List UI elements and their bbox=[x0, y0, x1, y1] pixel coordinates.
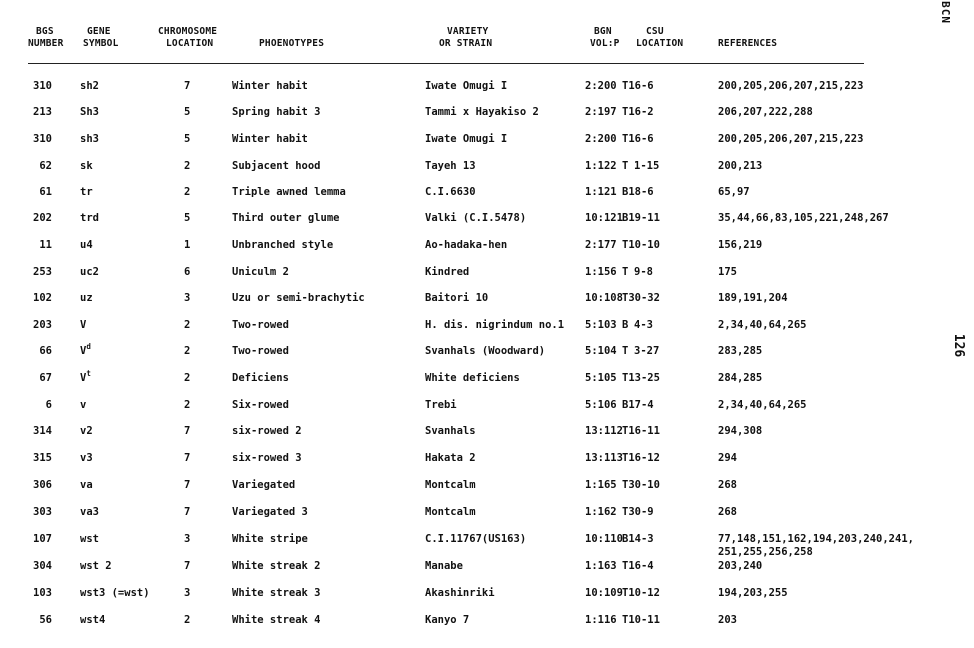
references-line: 2,34,40,64,265 bbox=[718, 319, 807, 331]
references-cell bbox=[718, 266, 737, 279]
table-row bbox=[0, 587, 974, 613]
table-row bbox=[0, 292, 974, 318]
references-cell bbox=[718, 560, 762, 573]
references-cell bbox=[718, 452, 737, 465]
chromosome-cell: 2 bbox=[184, 614, 191, 626]
gene-symbol-cell bbox=[80, 133, 99, 146]
references-line: 268 bbox=[718, 479, 737, 491]
header-phenotypes: PHOENOTYPES bbox=[259, 38, 325, 49]
bgs-number-cell: 310 bbox=[33, 133, 52, 145]
variety-cell: Ao-hadaka-hen bbox=[425, 239, 508, 251]
references-cell bbox=[718, 533, 914, 559]
csu-location-cell: T16-4 bbox=[622, 560, 654, 572]
bgn-vol-page-cell: 10:121 bbox=[585, 212, 623, 224]
bgs-number-cell: 310 bbox=[33, 80, 52, 92]
csu-location-cell: B18-6 bbox=[622, 186, 654, 198]
chromosome-cell: 3 bbox=[184, 587, 191, 599]
references-line: 194,203,255 bbox=[718, 587, 788, 599]
bgs-number-cell: 67 bbox=[39, 372, 52, 384]
references-line: 156,219 bbox=[718, 239, 763, 251]
chromosome-cell: 5 bbox=[184, 133, 191, 145]
variety-cell: White deficiens bbox=[425, 372, 520, 384]
gene-symbol-cell bbox=[80, 80, 99, 93]
csu-prefix: T bbox=[622, 160, 629, 172]
bgs-number-cell: 66 bbox=[39, 345, 52, 357]
chromosome-cell: 7 bbox=[184, 452, 191, 464]
variety-cell: Tayeh 13 bbox=[425, 160, 476, 172]
variety-cell: Montcalm bbox=[425, 479, 476, 491]
phenotype-cell: Unbranched style bbox=[232, 239, 334, 251]
table-row bbox=[0, 399, 974, 425]
references-cell bbox=[718, 425, 762, 438]
header-gene-symbol-line2: SYMBOL bbox=[83, 38, 119, 49]
references-cell bbox=[718, 80, 863, 93]
bgn-vol-page-cell: 1:163 bbox=[585, 560, 617, 572]
variety-cell: Svanhals bbox=[425, 425, 476, 437]
references-cell bbox=[718, 239, 762, 252]
variety-cell: H. dis. nigrindum no.1 bbox=[425, 319, 565, 331]
csu-location-cell: T16-11 bbox=[622, 425, 660, 437]
chromosome-cell: 3 bbox=[184, 292, 191, 304]
bgs-number-cell: 11 bbox=[39, 239, 52, 251]
gene-symbol-text: uz bbox=[80, 292, 93, 304]
variety-cell: Manabe bbox=[425, 560, 463, 572]
gene-symbol-cell bbox=[80, 425, 93, 438]
variety-cell: Montcalm bbox=[425, 506, 476, 518]
csu-location-cell: T10-10 bbox=[622, 239, 660, 251]
references-cell bbox=[718, 319, 807, 332]
gene-symbol-cell bbox=[80, 533, 99, 546]
gene-symbol-text: va3 bbox=[80, 506, 99, 518]
gene-symbol-text: u4 bbox=[80, 239, 93, 251]
csu-prefix: T bbox=[622, 266, 629, 278]
chromosome-cell: 2 bbox=[184, 186, 191, 198]
gene-symbol-text: V bbox=[80, 345, 87, 357]
table-row bbox=[0, 506, 974, 532]
variety-cell: Hakata 2 bbox=[425, 452, 476, 464]
chromosome-cell: 6 bbox=[184, 266, 191, 278]
csu-location-cell bbox=[622, 160, 659, 173]
bgs-number-cell: 202 bbox=[33, 212, 52, 224]
header-references: REFERENCES bbox=[718, 38, 778, 49]
header-bgn-line1: BGN bbox=[594, 26, 612, 37]
csu-location-cell bbox=[622, 319, 653, 332]
gene-symbol-text: sk bbox=[80, 160, 93, 172]
header-bgn bbox=[590, 26, 620, 50]
bgn-vol-page-cell: 2:197 bbox=[585, 106, 617, 118]
chromosome-cell: 1 bbox=[184, 239, 191, 251]
chromosome-cell: 2 bbox=[184, 399, 191, 411]
chromosome-cell: 7 bbox=[184, 425, 191, 437]
bgs-number-cell: 213 bbox=[33, 106, 52, 118]
bgs-number-cell: 56 bbox=[39, 614, 52, 626]
header-variety-line1: VARIETY bbox=[447, 26, 489, 37]
bgn-vol-page-cell: 5:103 bbox=[585, 319, 617, 331]
table-row bbox=[0, 266, 974, 292]
variety-cell: Valki (C.I.5478) bbox=[425, 212, 527, 224]
page-number: 126 bbox=[950, 333, 966, 358]
phenotype-cell: Triple awned lemma bbox=[232, 186, 346, 198]
gene-symbol-text: wst4 bbox=[80, 614, 106, 626]
variety-cell: C.I.6630 bbox=[425, 186, 476, 198]
phenotype-cell: Uzu or semi-brachytic bbox=[232, 292, 365, 304]
references-cell bbox=[718, 160, 762, 173]
phenotype-cell: Variegated bbox=[232, 479, 296, 491]
gene-symbol-cell bbox=[80, 368, 91, 385]
header-chromosome-location bbox=[158, 26, 217, 50]
references-cell bbox=[718, 372, 762, 385]
bgn-vol-page-cell: 13:112 bbox=[585, 425, 623, 437]
table-row bbox=[0, 368, 974, 398]
gene-symbol-text: va bbox=[80, 479, 93, 491]
variety-cell: Iwate Omugi I bbox=[425, 133, 508, 145]
references-line: 294 bbox=[718, 452, 737, 464]
bgn-vol-page-cell: 13:113 bbox=[585, 452, 623, 464]
gene-symbol-text: trd bbox=[80, 212, 99, 224]
header-gene-symbol-line1: GENE bbox=[87, 26, 111, 37]
gene-symbol-cell bbox=[80, 479, 93, 492]
header-gene-symbol bbox=[83, 26, 119, 50]
phenotype-cell: Deficiens bbox=[232, 372, 289, 384]
bgs-number-cell: 62 bbox=[39, 160, 52, 172]
bgs-number-cell: 203 bbox=[33, 319, 52, 331]
gene-symbol-cell bbox=[80, 186, 93, 199]
variety-cell: Tammi x Hayakiso 2 bbox=[425, 106, 539, 118]
variety-cell: Baitori 10 bbox=[425, 292, 489, 304]
bgs-number-cell: 303 bbox=[33, 506, 52, 518]
header-bgs-number-line2: NUMBER bbox=[28, 38, 64, 49]
references-cell bbox=[718, 479, 737, 492]
csu-prefix: B bbox=[622, 319, 629, 331]
gene-symbol-cell bbox=[80, 292, 93, 305]
csu-location-cell bbox=[622, 266, 653, 279]
bgn-vol-page-cell: 1:165 bbox=[585, 479, 617, 491]
variety-cell: Svanhals (Woodward) bbox=[425, 345, 546, 357]
gene-symbol-cell bbox=[80, 239, 93, 252]
gene-symbol-text: v2 bbox=[80, 425, 93, 437]
csu-code: 1-15 bbox=[634, 160, 660, 172]
header-bgs-number-line1: BGS bbox=[36, 26, 54, 37]
bgn-vol-page-cell: 5:106 bbox=[585, 399, 617, 411]
references-line: 200,205,206,207,215,223 bbox=[718, 80, 864, 92]
gene-symbol-text: uc2 bbox=[80, 266, 99, 278]
header-rule bbox=[28, 63, 864, 64]
side-label: BCN bbox=[939, 1, 952, 24]
bgs-number-cell: 61 bbox=[39, 186, 52, 198]
header-chromosome-line1: CHROMOSOME bbox=[158, 26, 218, 37]
gene-symbol-cell bbox=[80, 266, 99, 279]
bgn-vol-page-cell: 10:108 bbox=[585, 292, 623, 304]
references-line: 200,213 bbox=[718, 160, 763, 172]
table-row bbox=[0, 106, 974, 132]
gene-symbol-text: V bbox=[80, 319, 87, 331]
bgn-vol-page-cell: 1:121 bbox=[585, 186, 617, 198]
csu-location-cell: B17-4 bbox=[622, 399, 654, 411]
csu-location-cell: B19-11 bbox=[622, 212, 660, 224]
table-row bbox=[0, 533, 974, 559]
header-bgn-line2: VOL:P bbox=[590, 38, 620, 49]
csu-location-cell: T10-12 bbox=[622, 587, 660, 599]
phenotype-cell: Six-rowed bbox=[232, 399, 289, 411]
phenotype-cell: White streak 2 bbox=[232, 560, 321, 572]
chromosome-cell: 2 bbox=[184, 160, 191, 172]
references-cell bbox=[718, 133, 863, 146]
references-cell bbox=[718, 587, 788, 600]
chromosome-cell: 7 bbox=[184, 560, 191, 572]
header-chromosome-line2: LOCATION bbox=[166, 38, 214, 49]
phenotype-cell: Variegated 3 bbox=[232, 506, 308, 518]
gene-symbol-cell bbox=[80, 452, 93, 465]
header-bgs-number bbox=[28, 26, 64, 50]
bgs-number-cell: 6 bbox=[45, 399, 52, 411]
gene-symbol-cell bbox=[80, 319, 86, 332]
references-line: 283,285 bbox=[718, 345, 763, 357]
gene-symbol-text: v bbox=[80, 399, 87, 411]
gene-symbol-text: wst3 (=wst) bbox=[80, 587, 150, 599]
gene-symbol-cell bbox=[80, 614, 105, 627]
bgn-vol-page-cell: 1:122 bbox=[585, 160, 617, 172]
csu-location-cell: T16-6 bbox=[622, 80, 654, 92]
csu-location-cell: T16-6 bbox=[622, 133, 654, 145]
phenotype-cell: Uniculm 2 bbox=[232, 266, 289, 278]
variety-cell: Kanyo 7 bbox=[425, 614, 470, 626]
gene-symbol-text: wst bbox=[80, 533, 99, 545]
references-cell bbox=[718, 186, 750, 199]
phenotype-cell: White streak 3 bbox=[232, 587, 321, 599]
chromosome-cell: 7 bbox=[184, 479, 191, 491]
bgn-vol-page-cell: 2:200 bbox=[585, 80, 617, 92]
csu-location-cell: T10-11 bbox=[622, 614, 660, 626]
phenotype-cell: Winter habit bbox=[232, 80, 308, 92]
references-cell bbox=[718, 614, 737, 627]
header-csu bbox=[636, 26, 683, 50]
csu-code: 4-3 bbox=[634, 319, 653, 331]
table-row bbox=[0, 160, 974, 186]
variety-cell: Kindred bbox=[425, 266, 470, 278]
csu-location-cell: T13-25 bbox=[622, 372, 660, 384]
chromosome-cell: 5 bbox=[184, 212, 191, 224]
bgs-number-cell: 306 bbox=[33, 479, 52, 491]
csu-code: 3-27 bbox=[634, 345, 660, 357]
table-row bbox=[0, 341, 974, 371]
gene-symbol-text: sh2 bbox=[80, 80, 99, 92]
references-line: 294,308 bbox=[718, 425, 763, 437]
chromosome-cell: 7 bbox=[184, 80, 191, 92]
references-line: 189,191,204 bbox=[718, 292, 788, 304]
references-line: 175 bbox=[718, 266, 737, 278]
gene-symbol-text: wst 2 bbox=[80, 560, 112, 572]
bgn-vol-page-cell: 10:109 bbox=[585, 587, 623, 599]
bgs-number-cell: 304 bbox=[33, 560, 52, 572]
gene-symbol-superscript: t bbox=[86, 368, 91, 378]
chromosome-cell: 3 bbox=[184, 533, 191, 545]
csu-location-cell: B14-3 bbox=[622, 533, 654, 545]
table-row bbox=[0, 479, 974, 505]
table-row bbox=[0, 186, 974, 212]
gene-symbol-text: sh3 bbox=[80, 133, 99, 145]
csu-code: 9-8 bbox=[634, 266, 653, 278]
references-cell bbox=[718, 106, 813, 119]
phenotype-cell: six-rowed 3 bbox=[232, 452, 302, 464]
gene-symbol-cell bbox=[80, 212, 99, 225]
phenotype-cell: Spring habit 3 bbox=[232, 106, 321, 118]
csu-location-cell: T30-9 bbox=[622, 506, 654, 518]
gene-symbol-superscript: d bbox=[86, 341, 91, 351]
phenotype-cell: six-rowed 2 bbox=[232, 425, 302, 437]
bgs-number-cell: 315 bbox=[33, 452, 52, 464]
gene-symbol-cell bbox=[80, 160, 93, 173]
phenotype-cell: Subjacent hood bbox=[232, 160, 321, 172]
variety-cell: Akashinriki bbox=[425, 587, 495, 599]
csu-location-cell: T16-12 bbox=[622, 452, 660, 464]
gene-symbol-text: Sh3 bbox=[80, 106, 99, 118]
table-row bbox=[0, 452, 974, 478]
gene-symbol-text: v3 bbox=[80, 452, 93, 464]
table-row bbox=[0, 425, 974, 451]
bgn-vol-page-cell: 5:105 bbox=[585, 372, 617, 384]
table-row bbox=[0, 133, 974, 159]
bgn-vol-page-cell: 1:156 bbox=[585, 266, 617, 278]
gene-symbol-cell bbox=[80, 560, 112, 573]
table-row bbox=[0, 80, 974, 106]
gene-symbol-cell bbox=[80, 341, 91, 358]
header-variety bbox=[439, 26, 492, 50]
references-line: 200,205,206,207,215,223 bbox=[718, 133, 864, 145]
phenotype-cell: Third outer glume bbox=[232, 212, 340, 224]
phenotype-cell: Two-rowed bbox=[232, 345, 289, 357]
references-line: 251,255,256,258 bbox=[718, 546, 813, 558]
phenotype-cell: White streak 4 bbox=[232, 614, 321, 626]
bgs-number-cell: 314 bbox=[33, 425, 52, 437]
variety-cell: Trebi bbox=[425, 399, 457, 411]
bgs-number-cell: 107 bbox=[33, 533, 52, 545]
bgs-number-cell: 102 bbox=[33, 292, 52, 304]
bgn-vol-page-cell: 5:104 bbox=[585, 345, 617, 357]
phenotype-cell: Winter habit bbox=[232, 133, 308, 145]
phenotype-cell: White stripe bbox=[232, 533, 308, 545]
references-line: 268 bbox=[718, 506, 737, 518]
table-row bbox=[0, 239, 974, 265]
bgn-vol-page-cell: 2:177 bbox=[585, 239, 617, 251]
references-cell bbox=[718, 292, 788, 305]
table-row bbox=[0, 614, 974, 640]
gene-symbol-cell bbox=[80, 106, 99, 119]
bgs-number-cell: 253 bbox=[33, 266, 52, 278]
table-row bbox=[0, 319, 974, 345]
csu-prefix: T bbox=[622, 345, 629, 357]
gene-symbol-cell bbox=[80, 587, 150, 600]
references-cell bbox=[718, 212, 889, 225]
csu-location-cell bbox=[622, 345, 659, 358]
bgn-vol-page-cell: 1:116 bbox=[585, 614, 617, 626]
references-line: 203 bbox=[718, 614, 737, 626]
references-line: 2,34,40,64,265 bbox=[718, 399, 807, 411]
phenotype-cell: Two-rowed bbox=[232, 319, 289, 331]
table-row bbox=[0, 560, 974, 586]
references-line: 284,285 bbox=[718, 372, 763, 384]
header-csu-line1: CSU bbox=[646, 26, 664, 37]
variety-cell: C.I.11767(US163) bbox=[425, 533, 527, 545]
gene-symbol-cell bbox=[80, 399, 86, 412]
gene-symbol-text: V bbox=[80, 372, 87, 384]
chromosome-cell: 5 bbox=[184, 106, 191, 118]
table-row bbox=[0, 212, 974, 238]
csu-location-cell: T16-2 bbox=[622, 106, 654, 118]
variety-cell: Iwate Omugi I bbox=[425, 80, 508, 92]
references-line: 65,97 bbox=[718, 186, 750, 198]
bgn-vol-page-cell: 10:110 bbox=[585, 533, 623, 545]
bgs-number-cell: 103 bbox=[33, 587, 52, 599]
references-cell bbox=[718, 399, 807, 412]
csu-location-cell: T30-10 bbox=[622, 479, 660, 491]
header-csu-line2: LOCATION bbox=[636, 38, 684, 49]
references-line: 203,240 bbox=[718, 560, 763, 572]
chromosome-cell: 2 bbox=[184, 345, 191, 357]
chromosome-cell: 2 bbox=[184, 372, 191, 384]
header-variety-line2: OR STRAIN bbox=[439, 38, 493, 49]
references-cell bbox=[718, 506, 737, 519]
csu-location-cell: T30-32 bbox=[622, 292, 660, 304]
references-line: 77,148,151,162,194,203,240,241, bbox=[718, 533, 914, 545]
references-line: 35,44,66,83,105,221,248,267 bbox=[718, 212, 889, 224]
references-line: 206,207,222,288 bbox=[718, 106, 813, 118]
references-cell bbox=[718, 345, 762, 358]
bgn-vol-page-cell: 1:162 bbox=[585, 506, 617, 518]
chromosome-cell: 2 bbox=[184, 319, 191, 331]
gene-symbol-cell bbox=[80, 506, 99, 519]
chromosome-cell: 7 bbox=[184, 506, 191, 518]
bgn-vol-page-cell: 2:200 bbox=[585, 133, 617, 145]
gene-symbol-text: tr bbox=[80, 186, 93, 198]
